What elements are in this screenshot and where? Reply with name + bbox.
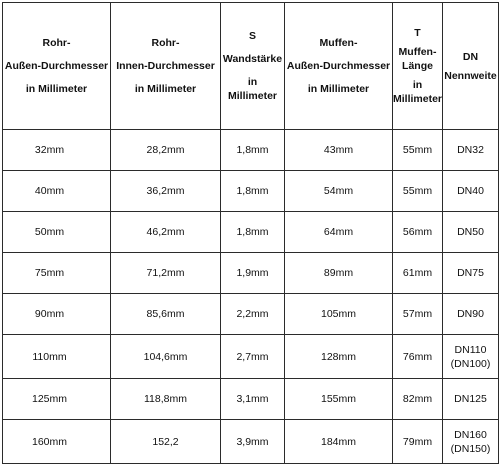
cell-nominal-width: DN90: [443, 294, 499, 335]
cell-wall-thickness: 1,9mm: [221, 253, 285, 294]
cell-socket-length: 82mm: [393, 379, 443, 420]
cell-outer-diameter: 90mm: [3, 294, 111, 335]
cell-socket-outer-diameter: 54mm: [285, 171, 393, 212]
header-nominal-width: DN Nennweite: [443, 3, 499, 130]
cell-outer-diameter: 125mm: [3, 379, 111, 420]
cell-nominal-width: DN50: [443, 212, 499, 253]
table-row: [3, 212, 499, 253]
cell-socket-outer-diameter: 64mm: [285, 212, 393, 253]
cell-socket-length: 55mm: [393, 130, 443, 171]
cell-nominal-width: DN125: [443, 379, 499, 420]
header-row: [3, 3, 499, 130]
cell-wall-thickness: 3,9mm: [221, 420, 285, 464]
cell-inner-diameter: 46,2mm: [111, 212, 221, 253]
cell-inner-diameter: 85,6mm: [111, 294, 221, 335]
cell-wall-thickness: 2,2mm: [221, 294, 285, 335]
cell-inner-diameter: 104,6mm: [111, 335, 221, 379]
table-row: [3, 420, 499, 464]
table-row: [3, 335, 499, 379]
table-row: [3, 171, 499, 212]
cell-socket-outer-diameter: 128mm: [285, 335, 393, 379]
cell-inner-diameter: 118,8mm: [111, 379, 221, 420]
cell-outer-diameter: 110mm: [3, 335, 111, 379]
pipe-dimensions-table: [2, 2, 499, 464]
header-wall-thickness: S Wandstärke in Millimeter: [221, 3, 285, 130]
cell-socket-length: 79mm: [393, 420, 443, 464]
cell-inner-diameter: 36,2mm: [111, 171, 221, 212]
header-outer-diameter: Rohr- Außen-Durchmesser in Millimeter: [3, 3, 111, 130]
header-inner-diameter: Rohr- Innen-Durchmesser in Millimeter: [111, 3, 221, 130]
cell-outer-diameter: 50mm: [3, 212, 111, 253]
cell-nominal-width: DN40: [443, 171, 499, 212]
cell-socket-length: 56mm: [393, 212, 443, 253]
table-row: [3, 294, 499, 335]
pipe-dimensions-table-wrapper: [2, 2, 499, 464]
cell-inner-diameter: 28,2mm: [111, 130, 221, 171]
table-row: [3, 130, 499, 171]
cell-socket-length: 55mm: [393, 171, 443, 212]
cell-socket-outer-diameter: 155mm: [285, 379, 393, 420]
cell-wall-thickness: 1,8mm: [221, 130, 285, 171]
cell-outer-diameter: 75mm: [3, 253, 111, 294]
cell-socket-outer-diameter: 184mm: [285, 420, 393, 464]
cell-nominal-width: DN110 (DN100): [443, 335, 499, 379]
cell-outer-diameter: 160mm: [3, 420, 111, 464]
cell-outer-diameter: 40mm: [3, 171, 111, 212]
cell-wall-thickness: 1,8mm: [221, 171, 285, 212]
table-row: [3, 379, 499, 420]
cell-wall-thickness: 2,7mm: [221, 335, 285, 379]
cell-socket-length: 76mm: [393, 335, 443, 379]
cell-socket-length: 57mm: [393, 294, 443, 335]
cell-socket-length: 61mm: [393, 253, 443, 294]
cell-nominal-width: DN32: [443, 130, 499, 171]
cell-wall-thickness: 3,1mm: [221, 379, 285, 420]
cell-nominal-width: DN160 (DN150): [443, 420, 499, 464]
cell-socket-outer-diameter: 105mm: [285, 294, 393, 335]
cell-socket-outer-diameter: 89mm: [285, 253, 393, 294]
cell-wall-thickness: 1,8mm: [221, 212, 285, 253]
cell-outer-diameter: 32mm: [3, 130, 111, 171]
table-row: [3, 253, 499, 294]
cell-socket-outer-diameter: 43mm: [285, 130, 393, 171]
header-socket-outer-diameter: Muffen- Außen-Durchmesser in Millimeter: [285, 3, 393, 130]
cell-nominal-width: DN75: [443, 253, 499, 294]
cell-inner-diameter: 152,2: [111, 420, 221, 464]
cell-inner-diameter: 71,2mm: [111, 253, 221, 294]
header-socket-length: T Muffen- Länge in Millimeter: [393, 3, 443, 130]
